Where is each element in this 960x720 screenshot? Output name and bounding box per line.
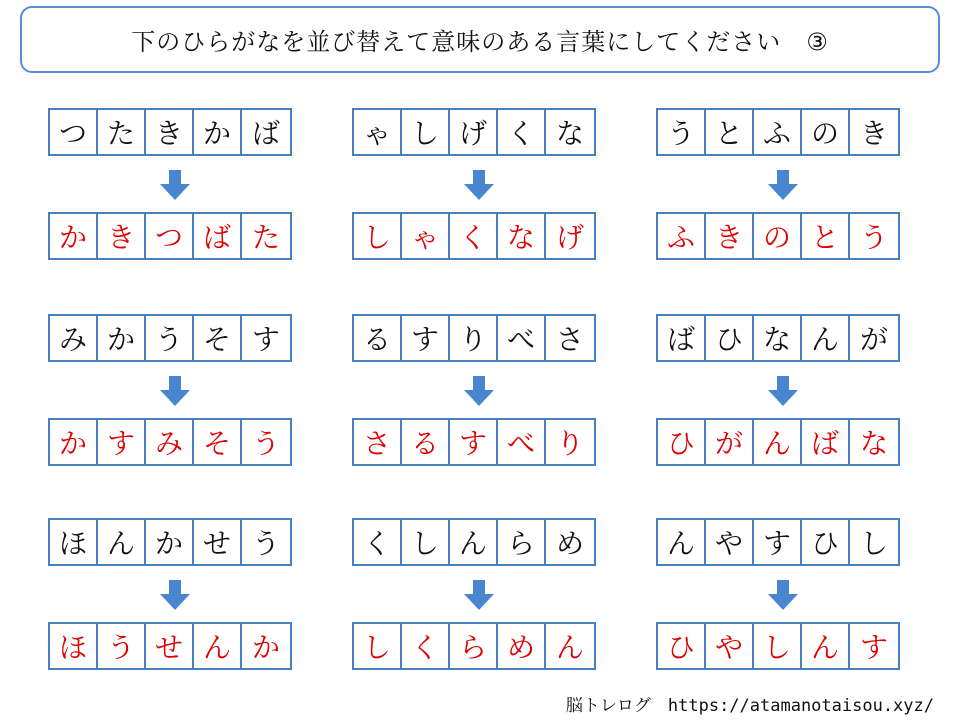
answer-letter-cell: き xyxy=(98,214,146,258)
answer-letter-cell: せ xyxy=(146,624,194,668)
scrambled-letter-cell: め xyxy=(555,527,584,560)
answer-letter-cell: な xyxy=(859,427,888,460)
scrambled-letter-cell: ば xyxy=(658,316,706,360)
scrambled-letters-row xyxy=(352,314,596,362)
answer-letters-row xyxy=(656,212,900,260)
answer-letter-cell: す xyxy=(859,631,888,664)
answer-letter-cell: か xyxy=(50,420,98,464)
scrambled-letter-cell: す xyxy=(754,520,802,564)
answer-letter-cell: ん xyxy=(754,420,802,464)
answer-letter-cell: し xyxy=(754,624,802,668)
scrambled-letter-cell: り xyxy=(450,316,498,360)
scrambled-letter-cell: く xyxy=(354,520,402,564)
scrambled-letters-row xyxy=(48,314,292,362)
scrambled-letters-row xyxy=(48,518,292,566)
answer-letter-cell: う xyxy=(98,624,146,668)
scrambled-letter-cell: げ xyxy=(450,110,498,154)
answer-letter-cell: き xyxy=(706,214,754,258)
answer-letter-cell: べ xyxy=(498,420,546,464)
answer-letter-cell: し xyxy=(354,214,402,258)
answer-letter-cell: し xyxy=(354,624,402,668)
scrambled-letter-cell: さ xyxy=(555,323,584,356)
instruction-title xyxy=(20,6,940,73)
answer-letter-cell: る xyxy=(402,420,450,464)
scrambled-letter-cell: そ xyxy=(194,316,242,360)
scrambled-letter-cell: き xyxy=(146,110,194,154)
down-arrow-icon xyxy=(158,578,192,612)
answer-letters-row xyxy=(48,418,292,466)
scrambled-letter-cell: ん xyxy=(450,520,498,564)
scrambled-letter-cell: が xyxy=(859,323,888,356)
scrambled-letters-row xyxy=(352,108,596,156)
answer-letter-cell: く xyxy=(402,624,450,668)
answer-letter-cell: そ xyxy=(194,420,242,464)
site-credit: 脳トレログ https://atamanotaisou.xyz/ xyxy=(565,696,934,716)
scrambled-letter-cell: な xyxy=(754,316,802,360)
scrambled-letter-cell: ら xyxy=(498,520,546,564)
scrambled-letter-cell: ふ xyxy=(754,110,802,154)
scrambled-letters-row xyxy=(656,314,900,362)
scrambled-letter-cell: き xyxy=(859,117,888,150)
scrambled-letter-cell: す xyxy=(251,323,280,356)
answer-letter-cell: ん xyxy=(194,624,242,668)
answer-letter-cell: ふ xyxy=(658,214,706,258)
down-arrow-icon xyxy=(462,168,496,202)
scrambled-letter-cell: ひ xyxy=(802,520,850,564)
scrambled-letter-cell: か xyxy=(146,520,194,564)
answer-letters-row xyxy=(48,622,292,670)
scrambled-letter-cell: べ xyxy=(498,316,546,360)
answer-letter-cell: ん xyxy=(555,631,584,664)
scrambled-letters-row xyxy=(656,518,900,566)
answer-letter-cell: が xyxy=(706,420,754,464)
down-arrow-icon xyxy=(158,374,192,408)
scrambled-letter-cell: た xyxy=(98,110,146,154)
answer-letter-cell: り xyxy=(555,427,584,460)
answer-letter-cell: す xyxy=(98,420,146,464)
answer-letters-row xyxy=(48,212,292,260)
answer-letter-cell: ら xyxy=(450,624,498,668)
scrambled-letters-row xyxy=(656,108,900,156)
scrambled-letter-cell: ん xyxy=(802,316,850,360)
answer-letters-row xyxy=(656,418,900,466)
answer-letter-cell: げ xyxy=(555,221,584,254)
down-arrow-icon xyxy=(766,374,800,408)
scrambled-letter-cell: ゃ xyxy=(354,110,402,154)
answer-letter-cell: た xyxy=(251,221,280,254)
scrambled-letter-cell: み xyxy=(50,316,98,360)
answer-letter-cell: の xyxy=(754,214,802,258)
scrambled-letter-cell: と xyxy=(706,110,754,154)
answer-letter-cell: ひ xyxy=(658,624,706,668)
answer-letter-cell: ん xyxy=(802,624,850,668)
answer-letter-cell: ほ xyxy=(50,624,98,668)
answer-letters-row xyxy=(352,418,596,466)
answer-letter-cell: か xyxy=(50,214,98,258)
answer-letters-row xyxy=(352,622,596,670)
scrambled-letter-cell: ば xyxy=(251,117,280,150)
answer-letter-cell: ば xyxy=(802,420,850,464)
scrambled-letters-row xyxy=(48,108,292,156)
answer-letter-cell: さ xyxy=(354,420,402,464)
scrambled-letter-cell: う xyxy=(251,527,280,560)
answer-letter-cell: か xyxy=(251,631,280,664)
answer-letter-cell: す xyxy=(450,420,498,464)
scrambled-letter-cell: ほ xyxy=(50,520,98,564)
scrambled-letter-cell: く xyxy=(498,110,546,154)
scrambled-letter-cell: せ xyxy=(194,520,242,564)
scrambled-letter-cell: や xyxy=(706,520,754,564)
instruction-text: 下のひらがなを並び替えて意味のある言葉にしてください ③ xyxy=(131,28,829,56)
answer-letter-cell: な xyxy=(498,214,546,258)
answer-letter-cell: め xyxy=(498,624,546,668)
scrambled-letters-row xyxy=(352,518,596,566)
answer-letter-cell: つ xyxy=(146,214,194,258)
down-arrow-icon xyxy=(766,168,800,202)
scrambled-letter-cell: か xyxy=(98,316,146,360)
answer-letter-cell: く xyxy=(450,214,498,258)
answer-letter-cell: ひ xyxy=(658,420,706,464)
answer-letters-row xyxy=(656,622,900,670)
scrambled-letter-cell: ひ xyxy=(706,316,754,360)
scrambled-letter-cell: ん xyxy=(658,520,706,564)
down-arrow-icon xyxy=(766,578,800,612)
down-arrow-icon xyxy=(462,578,496,612)
scrambled-letter-cell: か xyxy=(194,110,242,154)
scrambled-letter-cell: の xyxy=(802,110,850,154)
scrambled-letter-cell: な xyxy=(555,117,584,150)
answer-letter-cell: み xyxy=(146,420,194,464)
answer-letters-row xyxy=(352,212,596,260)
down-arrow-icon xyxy=(158,168,192,202)
answer-letter-cell: う xyxy=(251,427,280,460)
answer-letter-cell: ゃ xyxy=(402,214,450,258)
scrambled-letter-cell: う xyxy=(146,316,194,360)
answer-letter-cell: う xyxy=(859,221,888,254)
scrambled-letter-cell: し xyxy=(402,520,450,564)
answer-letter-cell: や xyxy=(706,624,754,668)
scrambled-letter-cell: う xyxy=(658,110,706,154)
answer-letter-cell: ば xyxy=(194,214,242,258)
answer-letter-cell: と xyxy=(802,214,850,258)
down-arrow-icon xyxy=(462,374,496,408)
scrambled-letter-cell: ん xyxy=(98,520,146,564)
scrambled-letter-cell: し xyxy=(402,110,450,154)
scrambled-letter-cell: し xyxy=(859,527,888,560)
scrambled-letter-cell: す xyxy=(402,316,450,360)
scrambled-letter-cell: つ xyxy=(50,110,98,154)
scrambled-letter-cell: る xyxy=(354,316,402,360)
